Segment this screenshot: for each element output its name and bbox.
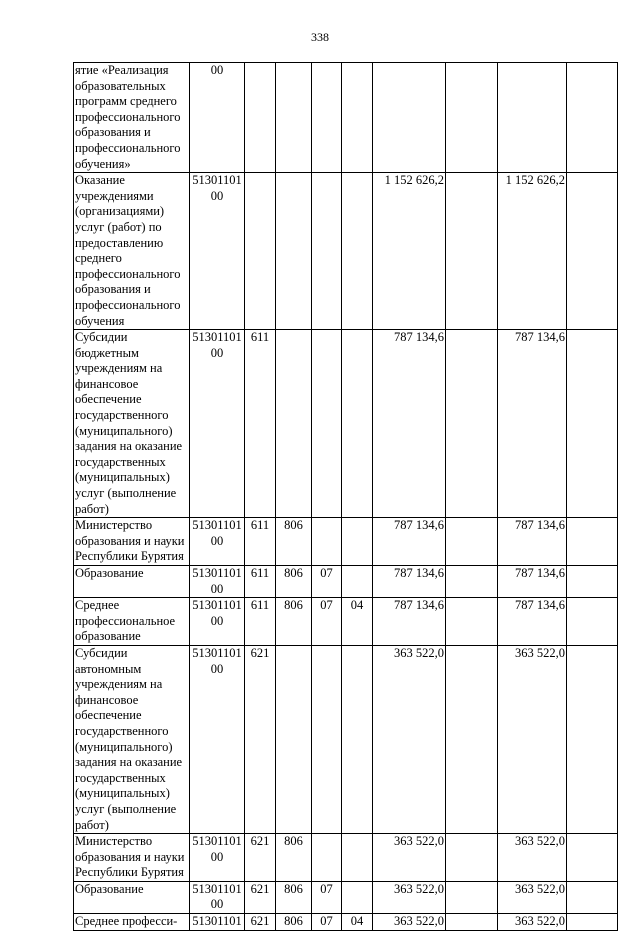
name-cell: Среднее профессиональное образование [74,598,190,646]
dept-cell: 806 [276,518,312,566]
sum1-cell: 787 134,6 [373,330,446,518]
table-row [74,645,618,833]
sub-cell [342,173,373,330]
sum3-cell: 787 134,6 [498,566,567,598]
sub-cell [342,518,373,566]
dept-cell: 806 [276,566,312,598]
name-cell: Оказание учреждениями (организациями) услуг (работ) по предоставлению среднего профессионального образования и профессионального обучения [74,173,190,330]
code-cell [190,914,245,931]
dept-cell: 806 [276,598,312,646]
sec-cell [312,518,342,566]
sum1-cell: 787 134,6 [373,518,446,566]
code-line-1: 51301101 [192,598,242,613]
code-line-1: 51301101 [192,173,242,188]
code-cell [190,63,245,173]
sub-cell [342,63,373,173]
sec-cell [312,834,342,882]
sum4-cell [567,330,618,518]
code-line-1: 51301101 [192,914,242,929]
sum4-cell [567,566,618,598]
code-line-2: 00 [210,581,224,596]
type-cell: 621 [245,881,276,913]
code-line-1: 51301101 [192,881,242,896]
sum3-cell [498,63,567,173]
dept-cell [276,330,312,518]
type-cell: 621 [245,645,276,833]
name-cell: Министерство образования и науки Республики Бурятия [74,518,190,566]
name-cell: Министерство образования и науки Республики Бурятия [74,834,190,882]
code-line-1: 51301101 [192,518,242,533]
sum3-cell: 787 134,6 [498,598,567,646]
sum2-cell [446,63,498,173]
sum3-cell: 363 522,0 [498,834,567,882]
code-line-1: 51301101 [192,645,242,660]
type-cell: 611 [245,330,276,518]
code-cell [190,645,245,833]
code-cell [190,598,245,646]
name-cell: ятие «Реализация образовательных программ среднего профессионального образования и профессионального обучения» [74,63,190,173]
name-cell: Субсидии автономным учреждениям на финансовое обеспечение государственного (муниципального) задания на оказание государственных (муниципальных) услуг (выполнение работ) [74,645,190,833]
sum2-cell [446,566,498,598]
sub-cell [342,645,373,833]
sum3-cell: 363 522,0 [498,881,567,913]
sum2-cell [446,173,498,330]
sec-cell [312,330,342,518]
sum4-cell [567,645,618,833]
code-cell [190,834,245,882]
type-cell: 621 [245,914,276,931]
budget-table [73,62,618,931]
sum4-cell [567,63,618,173]
sum1-cell [373,63,446,173]
sub-cell: 04 [342,914,373,931]
sum3-cell: 1 152 626,2 [498,173,567,330]
sum2-cell [446,881,498,913]
dept-cell: 806 [276,834,312,882]
code-line-2: 00 [210,345,224,360]
sum3-cell: 787 134,6 [498,330,567,518]
sec-cell: 07 [312,598,342,646]
sub-cell [342,330,373,518]
name-cell: Образование [74,881,190,913]
type-cell: 611 [245,598,276,646]
sec-cell [312,63,342,173]
code-cell [190,173,245,330]
code-line-2: 00 [210,533,224,548]
sum2-cell [446,518,498,566]
code-line-1: 51301101 [192,566,242,580]
sum1-cell: 363 522,0 [373,914,446,931]
code-line-2: 00 [210,849,224,864]
dept-cell [276,63,312,173]
sum2-cell [446,834,498,882]
code-line-2: 00 [210,188,224,203]
table-row [74,881,618,913]
table-row [74,330,618,518]
sum1-cell: 787 134,6 [373,598,446,646]
type-cell [245,63,276,173]
sum2-cell [446,598,498,646]
sec-cell [312,645,342,833]
code-line-1: 51301101 [192,834,242,849]
code-cell [190,330,245,518]
sec-cell: 07 [312,566,342,598]
sum4-cell [567,598,618,646]
sum4-cell [567,518,618,566]
code-cell [190,566,245,598]
type-cell: 611 [245,566,276,598]
dept-cell [276,173,312,330]
sum2-cell [446,330,498,518]
code-line-1: 51301101 [192,330,242,345]
sec-cell: 07 [312,881,342,913]
sub-cell [342,834,373,882]
sum3-cell: 787 134,6 [498,518,567,566]
page-number: 338 [311,30,329,44]
table-row [74,566,618,598]
code-cell [190,518,245,566]
sub-cell [342,881,373,913]
code-line-2: 00 [210,897,224,912]
sum1-cell: 363 522,0 [373,645,446,833]
table-row [74,173,618,330]
sum1-cell: 787 134,6 [373,566,446,598]
table-row [74,914,618,931]
table-row [74,834,618,882]
table-row [74,598,618,646]
sum3-cell: 363 522,0 [498,645,567,833]
name-cell: Субсидии бюджетным учреждениям на финансовое обеспечение государственного (муниципального) задания на оказание государственных (муниципальных) услуг (выполнение работ) [74,330,190,518]
sum2-cell [446,645,498,833]
dept-cell: 806 [276,914,312,931]
type-cell [245,173,276,330]
sum1-cell: 363 522,0 [373,834,446,882]
sum4-cell [567,173,618,330]
sum4-cell [567,914,618,931]
type-cell: 611 [245,518,276,566]
code-line-2: 00 [210,613,224,628]
sum1-cell: 363 522,0 [373,881,446,913]
sub-cell [342,566,373,598]
sec-cell [312,173,342,330]
dept-cell [276,645,312,833]
type-cell: 621 [245,834,276,882]
dept-cell: 806 [276,881,312,913]
sub-cell: 04 [342,598,373,646]
sum1-cell: 1 152 626,2 [373,173,446,330]
code-line-2: 00 [210,661,224,676]
name-cell: Образование [74,566,190,598]
sum4-cell [567,881,618,913]
name-cell: Среднее професси- [74,914,190,931]
code-line-2: 00 [210,63,224,77]
table-row [74,63,618,173]
code-cell [190,881,245,913]
table-row [74,518,618,566]
sec-cell: 07 [312,914,342,931]
sum2-cell [446,914,498,931]
sum4-cell [567,834,618,882]
sum3-cell: 363 522,0 [498,914,567,931]
